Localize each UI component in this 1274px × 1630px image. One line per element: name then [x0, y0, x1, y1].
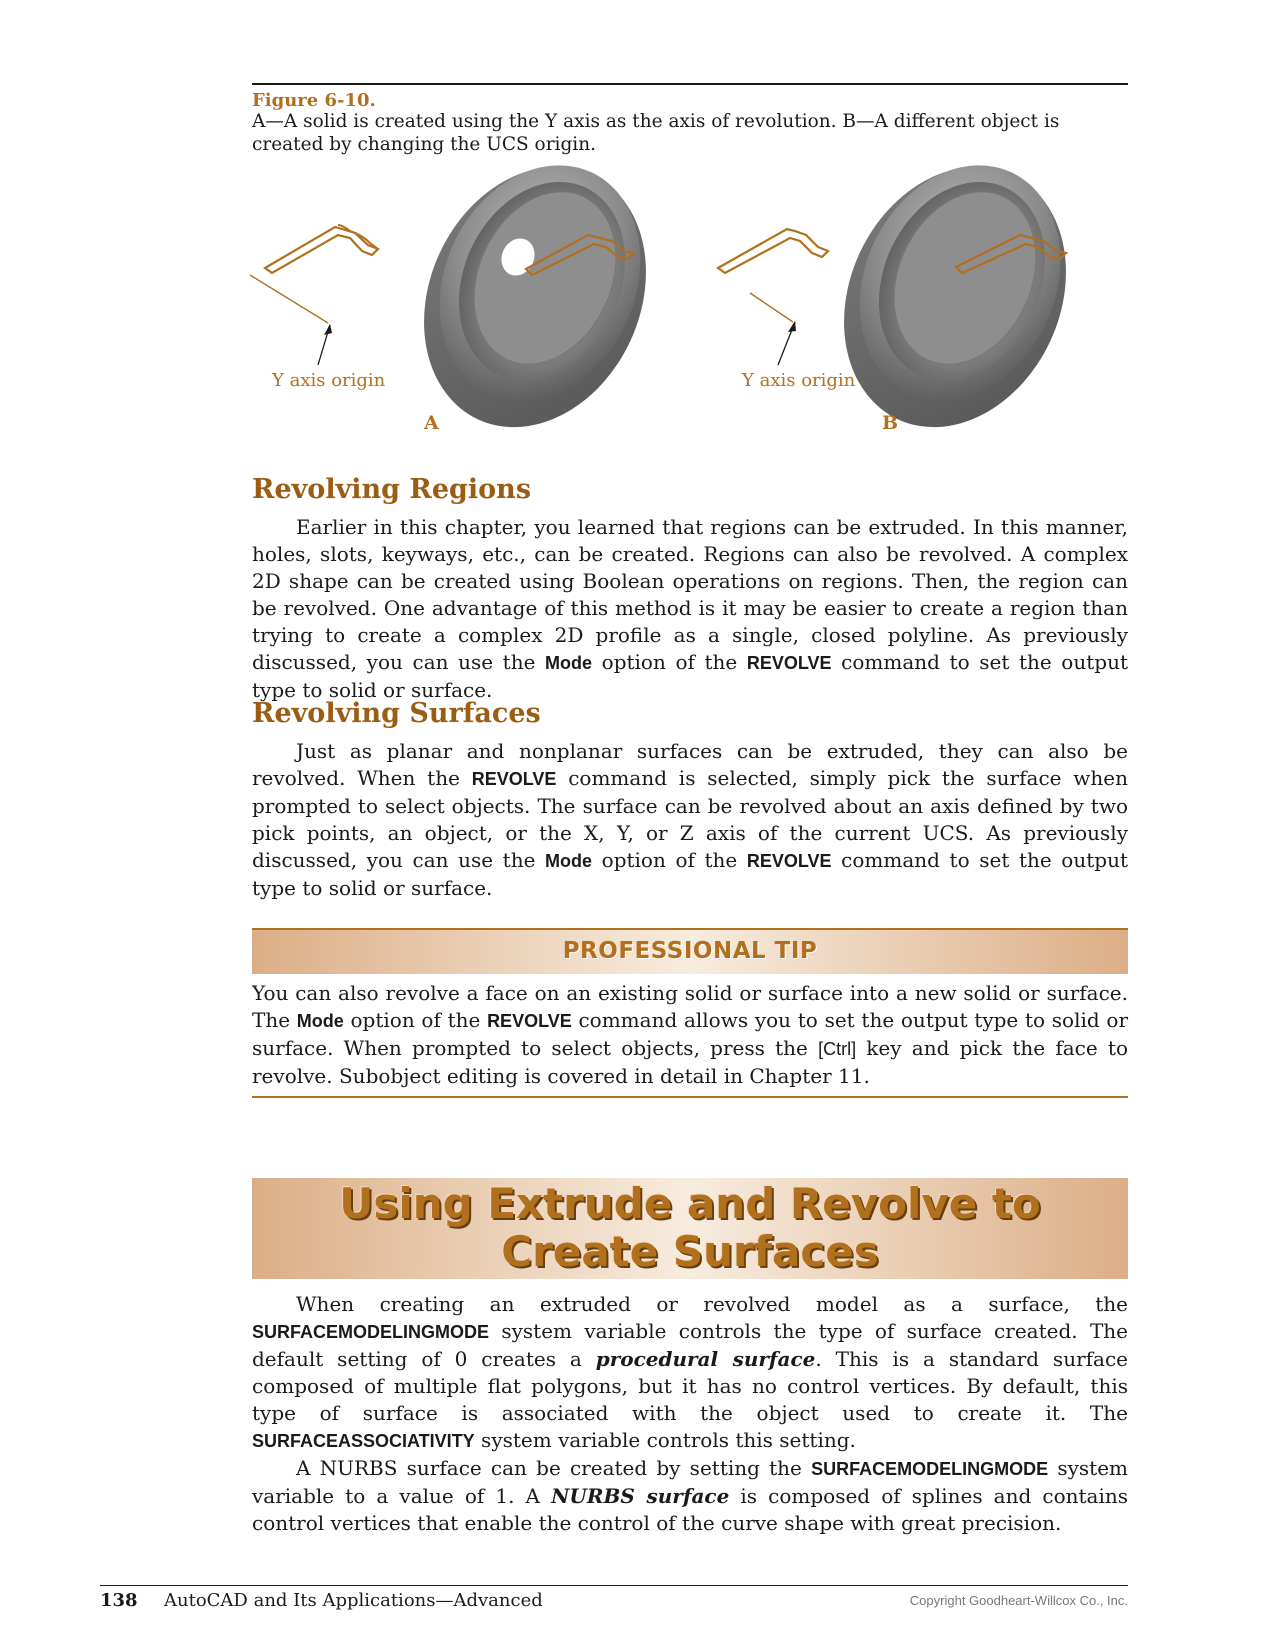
heading-revolving-regions: Revolving Regions: [252, 474, 532, 505]
solid-a: [383, 165, 687, 450]
callout-y-axis-origin-a: Y axis origin: [272, 370, 386, 391]
panel-letter-a: A: [424, 412, 439, 434]
professional-tip-banner: [252, 928, 1128, 974]
professional-tip-title: PROFESSIONAL TIP: [562, 938, 818, 964]
paragraph-revolving-regions: Earlier in this chapter, you learned that regions can be extruded. In this manner, holes, slots, keyways, etc., can be created. Regions can also be revolved. A complex 2D shape can be created using Boolean operations on regions. Then, the region can be revolved. One advantage of this method is it may be easier to create a region than trying to create a complex 2D profile as a single, closed polyline. As previously discussed, you can use the Mode option of the REVOLVE command to set the output type to solid or surface.: [252, 515, 1128, 702]
paragraph-surface-modes: When creating an extruded or revolved model as a surface, the SURFACEMODELINGMODE system variable controls the type of surface created. The default setting of 0 creates a procedural surface. This is a standard surface composed of multiple flat polygons, but it has no control vertices. By default, this type of surface is associated with the object used to create it. The SURFACEASSOCIATIVITY system variable controls this setting. A NURBS surface can be created by setting the SURFACEMODELINGMODE system variable to a value of 1. A NURBS surface is composed of splines and contains control vertices that enable the control of the curve shape with great precision.: [252, 1292, 1129, 1535]
callout-y-axis-origin-b: Y axis origin: [742, 370, 856, 391]
solid-b: [803, 165, 1107, 450]
profile-b: [718, 229, 828, 273]
professional-tip-text: You can also revolve a face on an existing solid or surface into a new solid or surface. The Mode option of the REVOLVE command allows you to set the output type to solid or surface. When prompted to select objects, press the [Ctrl] key and pick the face to revolve. Subobject editing is covered in detail in Chapter 11.: [252, 981, 1128, 1088]
main-heading-banner: [252, 1178, 1128, 1279]
copyright-notice: Copyright Goodheart-Willcox Co., Inc.: [909, 1593, 1128, 1608]
axis-line-a: [250, 275, 332, 365]
paragraph-revolving-surfaces: Just as planar and nonplanar surfaces can be extruded, they can also be revolved. When the REVOLVE command is selected, simply pick the surface when prompted to select objects. The surface can be revolved about an axis defined by two pick points, an object, or the X, Y, or Z axis of the current UCS. As previously discussed, you can use the Mode option of the REVOLVE command to set the output type to solid or surface.: [252, 739, 1128, 900]
figure-label: Figure 6-10.: [252, 90, 376, 111]
profile-a: [265, 225, 378, 273]
figure-top-rule: [252, 83, 1128, 85]
page-number: 138: [100, 1590, 138, 1611]
main-heading: Using Extrude and Revolve to Create Surfaces: [339, 1179, 1041, 1276]
figure-caption: A—A solid is created using the Y axis as the axis of revolution. B—A different object is created by changing the UCS origin.: [252, 111, 1060, 155]
panel-letter-b: B: [882, 412, 899, 434]
book-title: AutoCAD and Its Applications—Advanced: [164, 1590, 543, 1611]
footer-rule: [100, 1585, 1128, 1586]
figure-illustration: [250, 165, 1130, 450]
heading-revolving-surfaces: Revolving Surfaces: [252, 698, 541, 729]
axis-line-b: [750, 293, 796, 365]
professional-tip-bottom-rule: [252, 1096, 1128, 1098]
